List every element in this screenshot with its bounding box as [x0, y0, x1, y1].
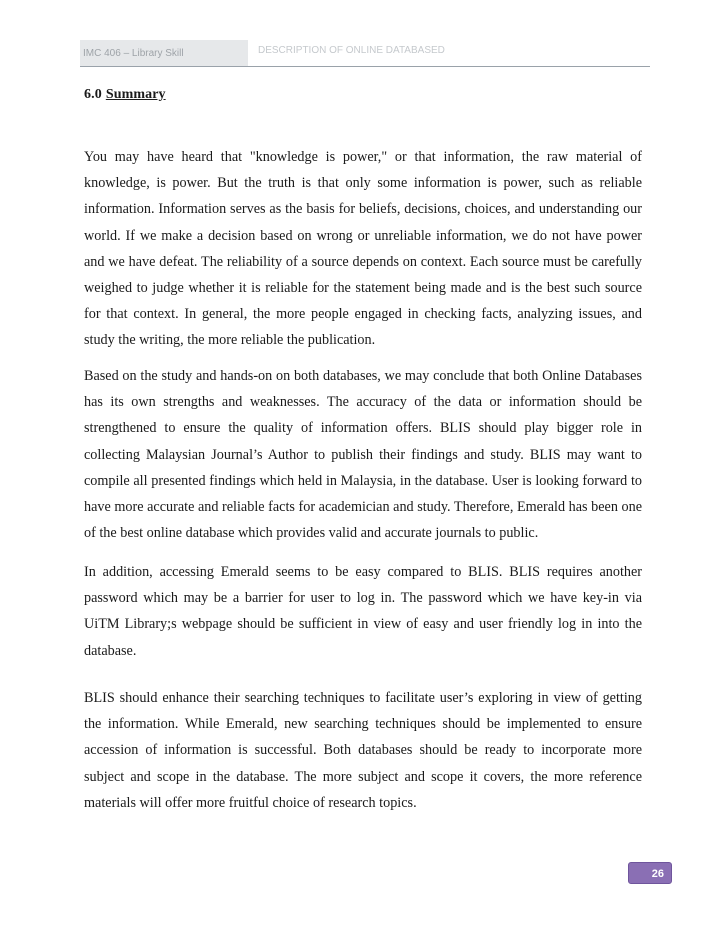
section-title: Summary — [105, 87, 166, 102]
section-heading — [84, 87, 166, 103]
header-course-label: IMC 406 – Library Skill — [80, 40, 248, 67]
paragraph-2: Based on the study and hands-on on both databases, we may conclude that both Online Databases has its own strengths and weaknesses. The accuracy of the data or information should be strengthened to ensure the quality of information offers. BLIS should play bigger role in collecting Malaysian Journal’s Author to publish their findings and study. BLIS may want to compile all presented findings which held in Malaysia, in the database. User is looking forward to have more accurate and reliable facts for academician and study. Therefore, Emerald has been one of the best online database which provides valid and accurate journals to public. — [84, 368, 642, 542]
page-header — [80, 40, 650, 67]
paragraph-3: In addition, accessing Emerald seems to be easy compared to BLIS. BLIS requires another password which may be a barrier for user to log in. The password which we have key-in via UiTM Library;s webpage should be sufficient in view of easy and user friendly log in into the database. — [84, 564, 642, 659]
header-document-title: DESCRIPTION OF ONLINE DATABASED — [248, 40, 650, 67]
paragraph-4: BLIS should enhance their searching techniques to facilitate user’s exploring in view of getting the information. While Emerald, new searching techniques should be implemented to ensure accession of information is successful. Both databases should be ready to incorporate more subject and scope in the database. The more subject and scope it covers, the more reference materials will offer more fruitful choice of research topics. — [84, 690, 642, 811]
section-number: 6.0 — [84, 87, 102, 102]
page-number-badge: 26 — [628, 862, 672, 884]
paragraph-1: You may have heard that "knowledge is power," or that information, the raw material of knowledge, is power. But the truth is that only some information is power, such as reliable information. Information serves as the basis for beliefs, decisions, choices, and understanding our world. If we make a decision based on wrong or unreliable information, we do not have power and we have defeat. The reliability of a source depends on context. Each source must be carefully weighed to judge whether it is reliable for the statement being made and is the best such source for that context. In general, the more people engaged in checking facts, analyzing issues, and study the writing, the more reliable the publication. — [84, 149, 642, 349]
